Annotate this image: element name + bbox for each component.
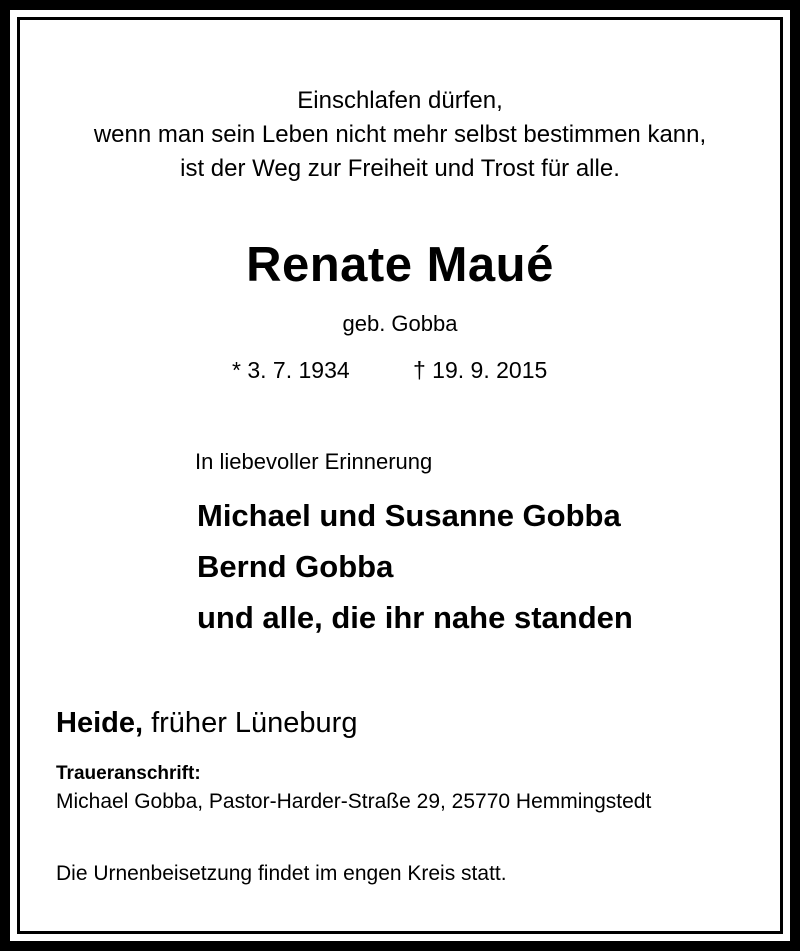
deceased-name: Renate Maué [246, 238, 554, 292]
mourner-1: Michael und Susanne Gobba [197, 498, 621, 533]
maiden-name: geb. Gobba [342, 311, 458, 336]
verse [0, 84, 800, 186]
verse-line-2: wenn man sein Leben nicht mehr selbst bestimmen kann, [93, 121, 707, 148]
address-text: Michael Gobba, Pastor-Harder-Straße 29, 25770 Hemmingstedt [56, 790, 652, 813]
birth-date: * 3. 7. 1934 [232, 357, 350, 383]
verse-line-1: Einschlafen dürfen, [297, 87, 503, 114]
address-label: Traueranschrift: [56, 763, 201, 784]
burial-notice: Die Urnenbeisetzung findet im engen Kreis statt. [56, 862, 507, 885]
memory-line: In liebevoller Erinnerung [195, 449, 433, 474]
death-date: † 19. 9. 2015 [413, 357, 548, 383]
verse-line-3: ist der Weg zur Freiheit und Trost für alle. [180, 155, 620, 182]
place-former: früher Lüneburg [151, 707, 358, 739]
mourner-3: und alle, die ihr nahe standen [197, 600, 633, 635]
mourner-2: Bernd Gobba [197, 549, 394, 584]
place-line [56, 707, 357, 740]
place-city: Heide, [56, 707, 144, 739]
